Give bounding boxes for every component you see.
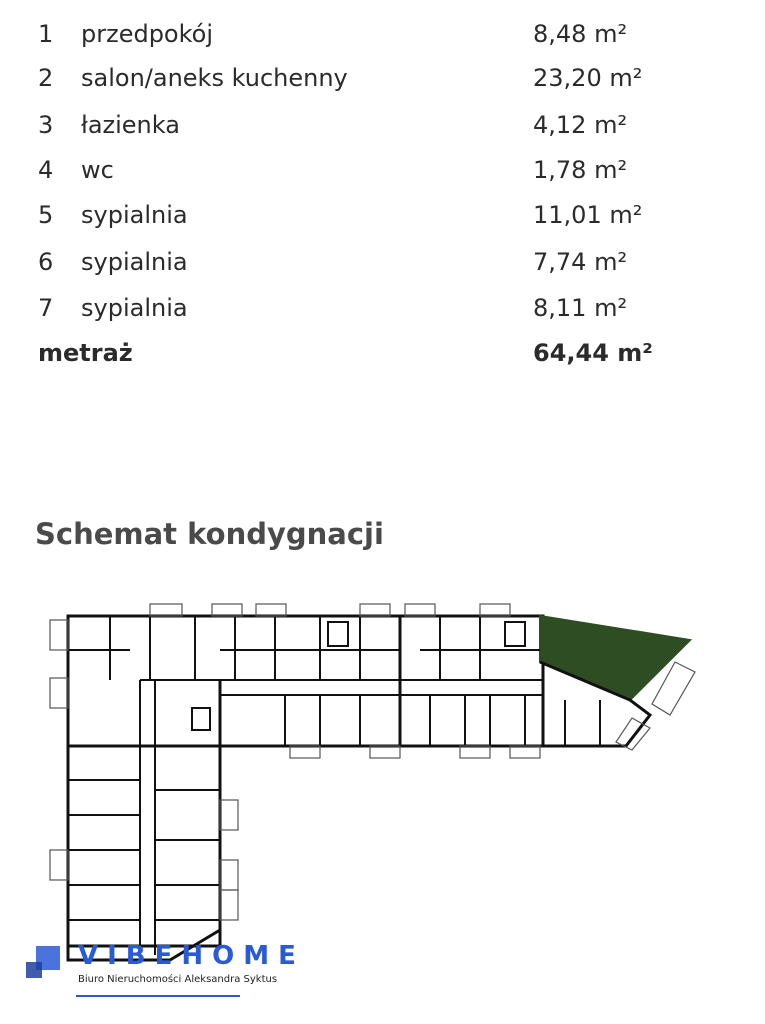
room-number: 4	[38, 156, 54, 184]
room-number: 1	[38, 20, 54, 48]
section-title: Schemat kondygnacji	[35, 517, 384, 551]
room-number: 6	[38, 248, 54, 276]
room-name: wc	[81, 156, 114, 184]
watermark-brand: VIBEHOME	[78, 941, 305, 971]
room-row	[0, 195, 765, 235]
total-area: 64,44 m²	[533, 339, 653, 367]
room-row	[0, 242, 765, 282]
room-number: 7	[38, 294, 54, 322]
room-area: 11,01 m²	[533, 201, 643, 229]
room-area: 8,48 m²	[533, 20, 628, 48]
floor-plan-walls	[68, 616, 690, 960]
room-row	[0, 150, 765, 190]
room-area: 7,74 m²	[533, 248, 628, 276]
total-row	[0, 333, 765, 373]
room-name: łazienka	[81, 111, 180, 139]
total-label: metraż	[38, 339, 133, 367]
room-row	[0, 288, 765, 328]
room-row	[0, 14, 765, 54]
room-area: 23,20 m²	[533, 64, 643, 92]
room-name: salon/aneks kuchenny	[81, 64, 348, 92]
room-row	[0, 105, 765, 145]
room-number: 3	[38, 111, 54, 139]
highlighted-apartment	[540, 616, 690, 700]
room-row	[0, 58, 765, 98]
room-name: sypialnia	[81, 201, 188, 229]
room-name: sypialnia	[81, 294, 188, 322]
room-number: 5	[38, 201, 54, 229]
room-area: 8,11 m²	[533, 294, 628, 322]
logo-square-small	[26, 962, 42, 978]
room-area: 1,78 m²	[533, 156, 628, 184]
room-number: 2	[38, 64, 54, 92]
room-area: 4,12 m²	[533, 111, 628, 139]
room-name: sypialnia	[81, 248, 188, 276]
floor-plan	[20, 590, 710, 1000]
watermark-subtitle: Biuro Nieruchomości Aleksandra Syktus	[78, 974, 278, 985]
room-name: przedpokój	[81, 20, 214, 48]
